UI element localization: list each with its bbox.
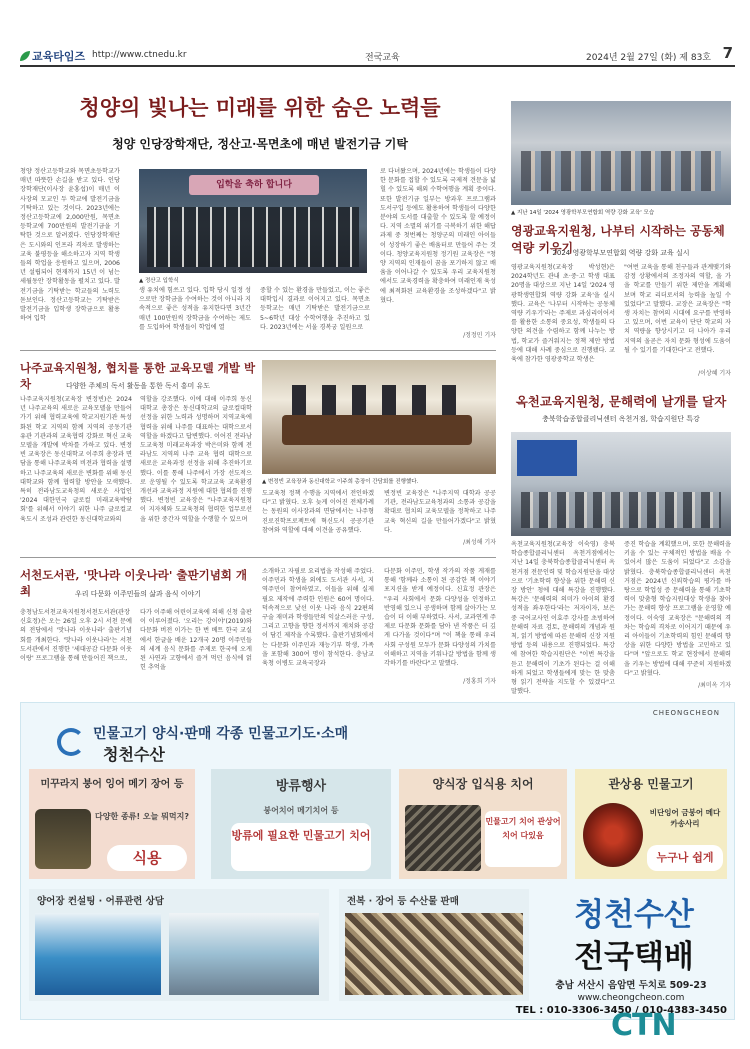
site-url[interactable]: http://www.ctnedu.kr (92, 50, 187, 60)
classroom-photo (511, 101, 731, 205)
ad-web[interactable]: www.cheongcheon.com (577, 993, 685, 1003)
photo-banner: 입학을 축하 합니다 (189, 175, 319, 195)
ad-tel[interactable]: TEL : 010-3306-3450 / 010-4383-3450 (515, 1005, 727, 1016)
student-rows (147, 207, 359, 267)
fish-photo (35, 809, 91, 869)
article2-col1: 영광교육지원청(교육장 박성현)은 2024학년도 관내 초·중·고 학생 대표 20명을 대상으로 지난 14일 '2024 영광학생연합회 역량 강화 교육'을 실시했다. 교육은 '나부터 시작하는 공동체 역량 키우기'라는 주제로 과심리이어서 를 활용한 소통의 중요성, 학생들의 다양한 의견을 수렴하고 함께 나누는 방법, 학교가 즐거워지는 정책 제안 방법 등에 대해 사례 중심으로 진행됐다. 교육에 참가한 영광중학교 학생은 (511, 264, 615, 364)
article3-byline: /최성해 기자 (463, 539, 496, 546)
article1-subtitle: 청양 인당장학재단, 정산고·목면초에 매년 발전기금 기탁 (112, 137, 408, 151)
article4-col1: 옥천교육지원청(교육장 이숙영) 충북학습종합클리닉센터 옥천거점에서는 지난 14일 충북학습종합클리닉센터 옥천거점 전문인력 및 학습지원단을 대상으로 '기초학력 향상을 위한 문해력 신장 방안' 청에 대해 특강을 진행했다. 특강은 '문해력의 의미가 아이의 환경성적을 좌우한다'라는 저자이자, 보은중 국어교사인 이효주 강사를 초빙하여 문해력 자료 검토, 문해력의 개념과 원칙, 읽기 방법에 따른 문해력 신장 지원 방법 등의 내용으로 진행되었다. 특강에 참여한 학습지원단은 "이번 특강을 듣고 문해력이 기초가 된다는 걸 이해하게 되었고 학생들에게 맞는 한 맞춤형 읽기 전략을 지도할 수 있겠다"고 말했다. (511, 541, 615, 696)
ad-box-seafood (339, 889, 529, 1001)
article4-col2: 증진 학습을 계획했으며, 또한 문해력을 키울 수 있는 구체적인 방법을 배울 수 있어서 많은 도움이 되었다"고 소감을 밝혔다. 충북학습종합클리닉센터 옥천거점은 2024년 신뢰학습의 평가를 바탕으로 학업성 증 문해력을 통해 기초학력이 맞춤형 학습지원대상 학생을 찾아가는 문해력 향상 프로그램을 운영할 예정이다. 이숙영 교육장은 "문해력의 격차는 학습의 격차로 이어지기 때문에 우리 아이들이 기초학력의 힘인 문해력 향상을 위한 다양한 방법을 고민하고 있다"며 "앞으로도 학교 현장에서 문해력을 키우는 방법에 대해 꾸준히 지원하겠다"고 밝혔다. (624, 541, 731, 677)
page-number: 7 (722, 44, 733, 62)
article1-title: 청양의 빛나는 미래를 위한 숨은 노력들 (79, 95, 441, 120)
article5-title: 서천도서관, '맛나라 이웃나라' 출판기념회 개최 (20, 568, 248, 598)
article5-col4: 다문화 이주민, 학생 작가의 작품 게재를 통해 '함께라 소통이 된 공감한 책 이야기 포지션을 받게 예정이다. 신효정 관장은 "우리 사회에서 문화 다양성을 인정하고 반영해 있으니 공생하며 함께 살아가는 모습이 더 이해 부하였다. 사서, 교과연계 주제로 다문화 문화를 담아 낸 작품은 더 깊게 다가올 것이다"며 "이 책을 통해 우리 사회 구성원 모두가 문화 다양성의 가치를 이해하고 지역을 키워나갈 방법을 함께 생각하기를 바란다"고 말했다. (384, 568, 496, 668)
ad-delivery: 전국택배 (574, 939, 694, 975)
ad-box6-title: 전복 · 장어 등 수산물 판매 (347, 896, 459, 907)
ad-box-food (29, 769, 195, 879)
article5-byline: /정홍희 기자 (463, 678, 496, 685)
article4-byline: /최미옥 기자 (698, 682, 731, 689)
ad-box3-title: 양식장 입식용 치어 (432, 777, 534, 791)
article3-col1: 나주교육지원청(교육장 변정빈)은 2024년 나주교육의 새로운 교육모델을 만들어가기 위해 협력교육에 학교지원기관 특성화된 학교 지역의 함께 지역의 공동기관 유관 기관과의 교육협력 강화로 혁신 교육 모델을 개발에 박차를 가하고 있다. 변정빈 교육장은 동신대학교 이주희 총장과 면담을 통해 나주교육의 비전과 협력을 설명하고 나주교육의 새로운 변화를 위해 동신대학교와 함께 협력할 방안을 모색했다. 특히 전라남도교육청의 새로운 사업인 '2024 대한민국 글로컬 미래교육박람회'를 위해서 이야기 위한 나주 글로컬교육도시 조성과 관련한 동신대학교와의 (20, 396, 132, 523)
ad-box-consulting (29, 889, 329, 1001)
masthead-text: 교육타임즈 (32, 50, 86, 63)
article3-subtitle: 다양한 주체의 독서 활동을 통한 독서 흥미 유도 (65, 382, 211, 390)
ad-box2-big: 방류에 필요한 민물고기 치어 (231, 823, 371, 871)
article1-col2b: 중할 수 있는 환경을 만들었고, 이는 좋은 대학입시 결과로 이어지고 있다. 목면초등학교는 매년 기탁받은 발전기금으로 5~6학년 대상 수학여행을 추진하고 있다. 2023년에는 서울 경복궁 일원으로 (260, 287, 370, 331)
article5-subtitle: 우리 다문화 이주민들의 삶과 음식 이야기 (74, 590, 202, 598)
article2-caption: ▲ 지난 14일 '2024 영광학부모연합회 역량 강화 교육' 모습 (511, 210, 655, 216)
ad-box-release (211, 769, 391, 879)
article5-col2: 다가 이주해 어린이교육에 의해 신청 출판이 이루어졌다. '오리는 강이야'(2019)와 다문화 버전 이가는 한 번 베트 한국 교실에서 한글을 배운 12개국 20명 이주민들의 세계 음식 문화를 주제로 한국에 오게 된 사연과 고향에서 즐겨 먹던 음식에 얽힌 추억을 (140, 609, 252, 672)
article5-col1: 충청남도서천교육지원청서천도서관(관장 신효정)은 오는 26일 오후 2시 서천 문예의 전당에서 '맛나라 이웃나라' 출판기념회를 개최한다. '맛나라 이웃나라'는 서천도서관에서 진행한 '세대공감 다문화 이웃이랑' 프로그램을 통해 만들어진 책으로, (20, 609, 132, 663)
ad-box2-sub: 붕어치어 메기치어 등 (263, 806, 339, 815)
ad-box-fry (399, 769, 567, 879)
article2-byline: /이상혜 기자 (698, 370, 731, 377)
article3-col4: 변정빈 교육장은 "나주지역 대학과 공공기관, 전라남도교육청과의 소통과 공감을 확대로 협치의 교육모델을 정착하고 나주교육 혁신의 길을 만들어가겠다"고 밝혔다. (384, 490, 496, 534)
article1-caption: ▲ 정산고 입학식 (139, 278, 179, 284)
article2-subtitle: 2024 영광학부모연합회 역량 강화 교육 실시 (552, 249, 690, 257)
ad-box4-sub: 비단잉어 금붕어 메다카송사리 (649, 808, 721, 828)
ad-company: 청천수산 (103, 745, 165, 764)
article3-caption: ▲ 변정빈 교육장과 동신대학교 이주희 총장이 간담회를 진행했다. (262, 479, 419, 485)
projector-screen (517, 440, 577, 476)
student-group (521, 151, 721, 191)
koi-photo (583, 803, 643, 867)
article2-title: 영광교육지원청, 나부터 시작하는 공동체 역량 키우기 (511, 224, 725, 255)
ad-box4-title: 관상용 민물고기 (608, 777, 694, 791)
fry-photo (405, 805, 481, 871)
masthead-logo[interactable] (20, 48, 85, 64)
issue-date: 2024년 2월 27일 (화) 제 83호 (585, 53, 711, 63)
article5-col3: 소개하고 자필로 요리법을 작성해 주었다. 이주민과 학생을 외에도 도서관 사서, 지역주민이 참여하였고, 이들을 위해 실제 필요 제작에 주력한 인원은 60여 명이다. 덕속적으로 낮선 이웃 나라 음식 22편의 구술 재미과 학생들만의 익살스러운 구성, 그리고 고향을 향한 정서까지 재치와 공감 이 담긴 제작을 수록했다. 출판기념회에서는 다문화 이주민과 재능기부 학생, 가족을 포함해 300여 명이 참석한다. 충남교육청 이병도 교육국장과 (262, 568, 374, 668)
section-label: 전국교육 (365, 53, 400, 63)
seafood-photo (345, 913, 523, 995)
ad-box1-big: 식용 (107, 845, 187, 871)
article3-col3: 도교육청 정책 수행을 지역에서 전인하겠다"고 밝혔다. 오후 늦게 이어진 전체가례는 동원의 이사장과의 면담에서는 나주형 진로진학프로젝트에 혁신도시 공공기관 참여와 역할에 대해 이견을 공유했다. (262, 490, 374, 534)
article3-title: 나주교육지원청, 협치를 통한 교육모델 개발 박차 (20, 361, 256, 391)
ad-box2-title: 방류행사 (275, 779, 327, 794)
advertisement[interactable] (20, 702, 735, 1020)
ad-box-ornamental (575, 769, 727, 879)
ad-big-brand: 청천수산 (574, 897, 694, 933)
article1-col2a: 생 유치에 힘쓰고 있다. 입학 당시 일정 성으로만 장학금을 수여하는 것이 아니라 지속적으로 좋은 성적을 유지한다면 3년간 매년 100만원씩 장학금을 수여하는 제도를 도입하여 학생들이 학업에 열 (139, 287, 251, 331)
meeting-table (282, 415, 472, 445)
pond-photo (35, 913, 161, 995)
graduation-photo (139, 169, 367, 273)
tank-photo (169, 913, 319, 995)
meeting-people (292, 385, 472, 415)
article3-col2: 역할을 강조했다. 이에 대해 이주희 동신대학교 총장은 동신대학교의 글로컬대학 선정을 위한 노력과 성명하며 지역교육에 협력을 위해 나주를 대표하는 대학으로서 역할을 하겠다고 답변했다. 이어진 전라남도교육청 미래교육과장 박은미와 함께 전라남도 지역의 나주 교육 협력 대학으로 새로운 교육과정 선정을 위해 추진하기로 했다. 이를 통해 나주에서 가장 선도적으로 운영될 수 있도록 학교교육 교육환경 개선과 교육과정 지원에 대한 협의를 진행했다. 변정빈 교육장은 "나주교육지원청이 지자체와 도교육청의 협력한 업무로선을 위한 중간자 역할을 수행할 수 있으며 (140, 396, 252, 523)
ad-box4-big: 누구나 쉽게 (647, 845, 723, 871)
meeting-photo (262, 360, 496, 474)
article1-byline: /정정민 기자 (463, 332, 496, 339)
audience (521, 492, 721, 528)
article2-col2: "여번 교육을 통해 친구들과 관계맺기와 감정 상황에서의 조정자의 역할, 올 가을 학교를 만들기 위한 제안을 계획해 보며 학교 리더로서의 능력을 높일 수 있었다"고 말했다. 교장은 교육장은 "학생 자치는 참여의 시대에 요구를 반영하고 있으며, 이번 교육이 단단 학교의 자치 역량을 향상시키고 더 나아가 우리 지역의 올곧은 자치 문화 형성에 도움이 될 수 있기를 기대한다"고 전했다. (624, 264, 731, 354)
divider (20, 350, 496, 351)
ad-box5-title: 양어장 컨설팅 · 어류관련 상담 (37, 896, 164, 907)
footer-logo: CTN (611, 1008, 676, 1043)
ad-brand-small: CHEONGCHEON (652, 709, 720, 717)
header-rule (20, 65, 735, 67)
ad-box3-big: 민물고기 치어 관상어 치어 다있음 (485, 811, 561, 867)
leaf-icon (20, 51, 30, 61)
ad-topline: 민물고기 양식·판매 각종 민물고기도·소매 (93, 726, 349, 742)
ad-address: 충남 서산시 음암면 두치로 509-23 (555, 980, 707, 991)
article1-col1: 청양 정산고등학교와 목면초등학교가 매년 따뜻한 손길을 받고 있다. 인당장학재단(이사장 윤홍섭)이 매년 이사장의 모교인 두 학교에 발전기금을 기탁하고 있는 것이다. 2023년에는 정산고등학교에 2,000만원, 목면초등학교에 700만원의 발전기금을 기탁한 것으로 알려졌다. 인당장학재단은 도시와의 인프라 격차로 발생하는 교육 불평등을 해소하고자 지역 학생들의 학업을 응원하고 있으며, 2006년 설립되어 현재까지 15년 이 넘는 세월동안 장학활동을 펼치고 있다. 발전기금을 기탁받는 학교들의 노력도 돋보인다. 정산고등학교는 기탁받은 발전기금을 입학생 장학금으로 활용하여 입학 (20, 168, 120, 323)
ad-logo-mark (57, 728, 85, 756)
article4-title: 옥천교육지원청, 문해력에 날개를 달자 (515, 394, 727, 409)
lecture-photo (511, 432, 731, 536)
article4-subtitle: 충북학습종합클리닉센터 옥천거점, 학습지원단 특강 (542, 415, 700, 423)
divider (20, 557, 496, 558)
ad-box1-sub: 다양한 종류! 오늘 뭐먹지? (95, 812, 189, 821)
ad-box1-title: 미꾸라지 붕어 잉어 메기 장어 등 (40, 779, 184, 790)
article1-col3: 로 다녀왔으며, 2024년에는 학생들이 다양한 문화를 접할 수 있도록 국제적 견문을 넓힐 수 있도록 해외 수학여행을 계획 중이다. 또한 발전기금 일부는 방과후 프로그램과 도서구입 등에도 활용하여 학생들이 다양한 분야의 도서를 대출할 수 있도록 할 예정이다. 지역 소멸의 위기를 극복하기 위한 해답 과제 중 첫번째는 청양군의 미래인 아이들이 성장하기 좋은 배움터로 만들어 주는 것이다. 청양교육지원청 정기원 교육장은 "청양 지역의 인재들이 꿈을 포기하지 않고 배움을 이어나갈 수 있도록 우리 교육지원청에서도 교육경력을 확충하여 미래인재 육성에 최적화된 교육환경을 조성하겠다"고 밝혔다. (380, 168, 496, 304)
